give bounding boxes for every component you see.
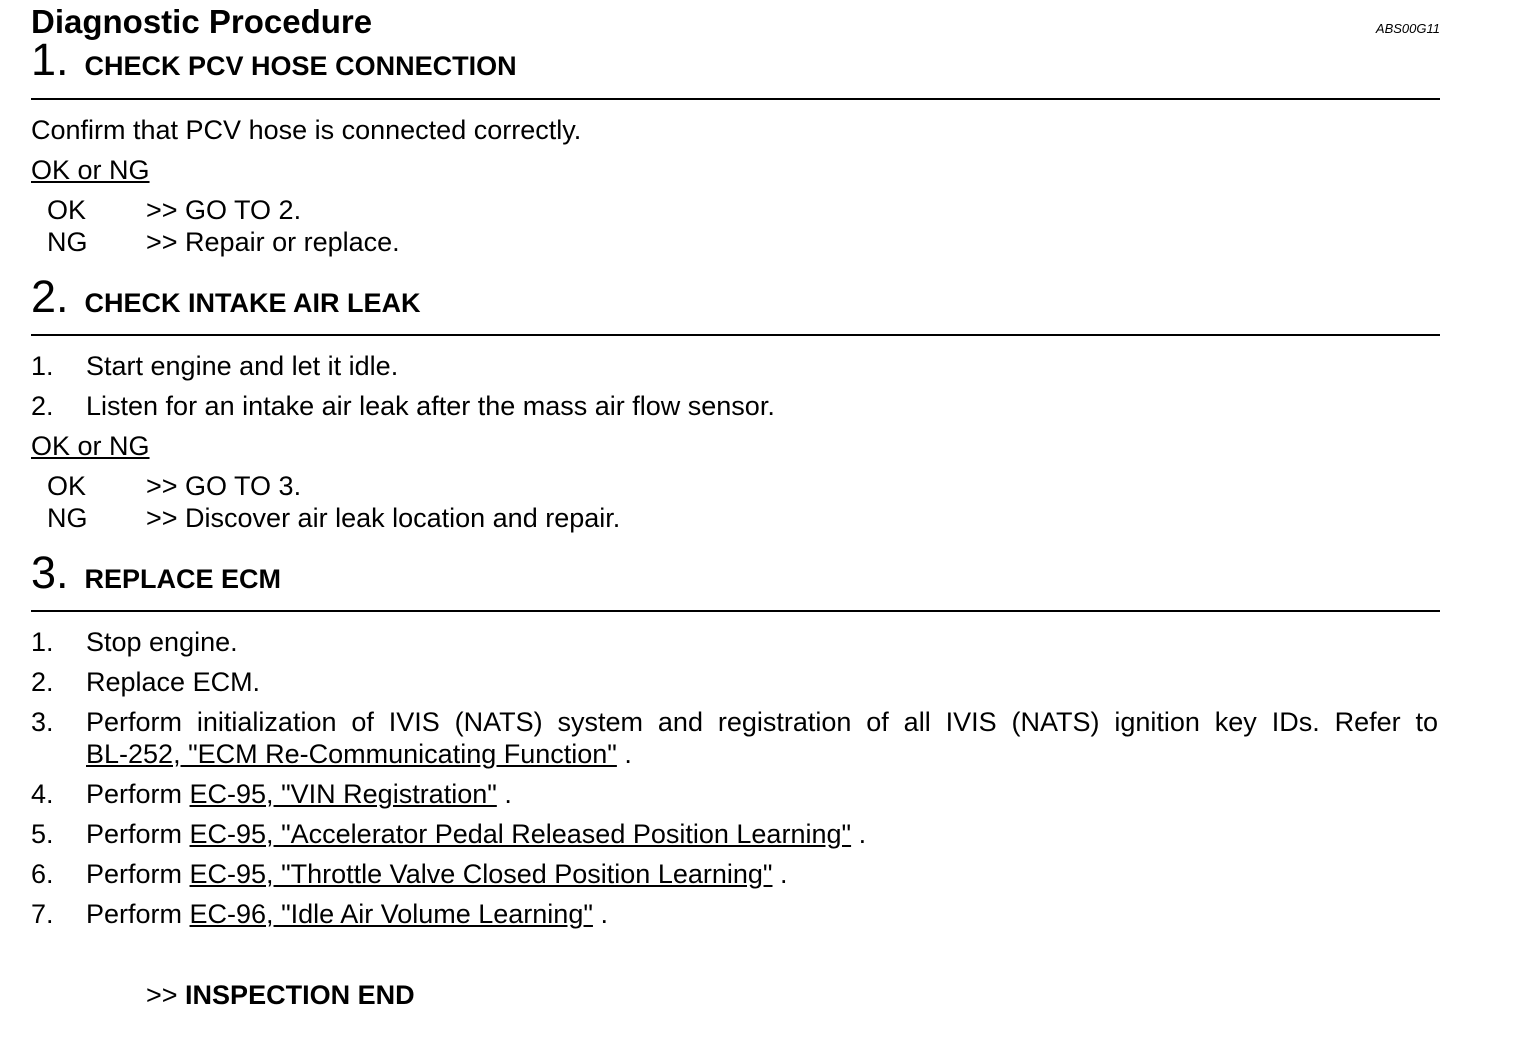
step-3-item-7-number: 7.	[31, 899, 54, 929]
step-2-item-2-number: 2.	[31, 391, 54, 421]
step-3-item-4-number: 4.	[31, 779, 54, 809]
step-2-result-ng-text: >> Discover air leak location and repair.	[146, 503, 621, 533]
ecm-re-communicating-link[interactable]: BL-252, "ECM Re-Communicating Function"	[86, 739, 617, 769]
step-3-item-6-text	[86, 858, 788, 890]
step-3-item-5-number: 5.	[31, 819, 54, 849]
step-3-item-2-number: 2.	[31, 667, 54, 697]
inspection-end-label: INSPECTION END	[185, 980, 415, 1010]
step-2-title: CHECK INTAKE AIR LEAK	[84, 288, 421, 318]
step-1-divider	[31, 98, 1440, 100]
step-1-number: 1.	[31, 34, 69, 85]
step-1-result-ok-code: OK	[47, 195, 87, 225]
step-2-header	[31, 272, 421, 322]
step-3-item-3-text: Perform initialization of IVIS (NATS) system and registration of all IVIS (NATS) ignition key IDs. Refer to	[86, 707, 1438, 737]
step-1-instruction: Confirm that PCV hose is connected correctly.	[31, 115, 582, 145]
step-3-item-6-number: 6.	[31, 859, 54, 889]
step-1-result-ng-text: >> Repair or replace.	[146, 227, 400, 257]
step-3-item-3-number: 3.	[31, 707, 54, 737]
step-1-ok-or-ng-label: OK or NG	[31, 155, 150, 185]
step-2-item-1-number: 1.	[31, 351, 54, 381]
step-3-item-1-text: Stop engine.	[86, 627, 238, 657]
inspection-end	[146, 979, 415, 1011]
step-3-item-7-suffix: .	[592, 899, 608, 929]
step-2-result-ok-code: OK	[47, 471, 87, 501]
throttle-valve-learning-link[interactable]: EC-95, "Throttle Valve Closed Position Learning"	[189, 859, 773, 889]
accelerator-pedal-learning-link[interactable]: EC-95, "Accelerator Pedal Released Position Learning"	[189, 819, 852, 849]
step-3-item-4-text	[86, 778, 512, 810]
step-2-item-2-text: Listen for an intake air leak after the mass air flow sensor.	[86, 391, 775, 421]
step-3-item-6-suffix: .	[772, 859, 788, 889]
step-3-header	[31, 548, 281, 598]
step-2-result-ok-text: >> GO TO 3.	[146, 471, 302, 501]
step-2-divider	[31, 334, 1440, 336]
step-3-item-5-text	[86, 818, 866, 850]
document-code: ABS00G11	[1375, 21, 1440, 36]
step-1-result-ng-code: NG	[47, 227, 88, 257]
step-3-item-2-text: Replace ECM.	[86, 667, 261, 697]
step-3-item-5-suffix: .	[851, 819, 867, 849]
step-3-item-4-prefix: Perform	[86, 779, 190, 809]
step-2-number: 2.	[31, 271, 69, 322]
step-3-divider	[31, 610, 1440, 612]
step-3-item-1-number: 1.	[31, 627, 54, 657]
step-3-item-4-suffix: .	[496, 779, 512, 809]
step-3-item-7-prefix: Perform	[86, 899, 190, 929]
page-title: Diagnostic Procedure	[31, 3, 373, 40]
step-3-item-7-text	[86, 898, 608, 930]
step-1-title: CHECK PCV HOSE CONNECTION	[84, 51, 517, 81]
step-3-number: 3.	[31, 547, 69, 598]
step-2-item-1-text: Start engine and let it idle.	[86, 351, 399, 381]
step-3-title: REPLACE ECM	[84, 564, 282, 594]
step-3-item-5-prefix: Perform	[86, 819, 190, 849]
step-3-item-3-suffix: .	[616, 739, 632, 769]
idle-air-volume-learning-link[interactable]: EC-96, "Idle Air Volume Learning"	[189, 899, 593, 929]
step-1-header	[31, 35, 517, 85]
inspection-end-prefix: >>	[146, 980, 186, 1010]
step-1-result-ok-text: >> GO TO 2.	[146, 195, 302, 225]
step-2-ok-or-ng-label: OK or NG	[31, 431, 150, 461]
vin-registration-link[interactable]: EC-95, "VIN Registration"	[189, 779, 497, 809]
step-3-item-6-prefix: Perform	[86, 859, 190, 889]
step-2-result-ng-code: NG	[47, 503, 88, 533]
step-3-item-3-reference	[86, 738, 632, 770]
